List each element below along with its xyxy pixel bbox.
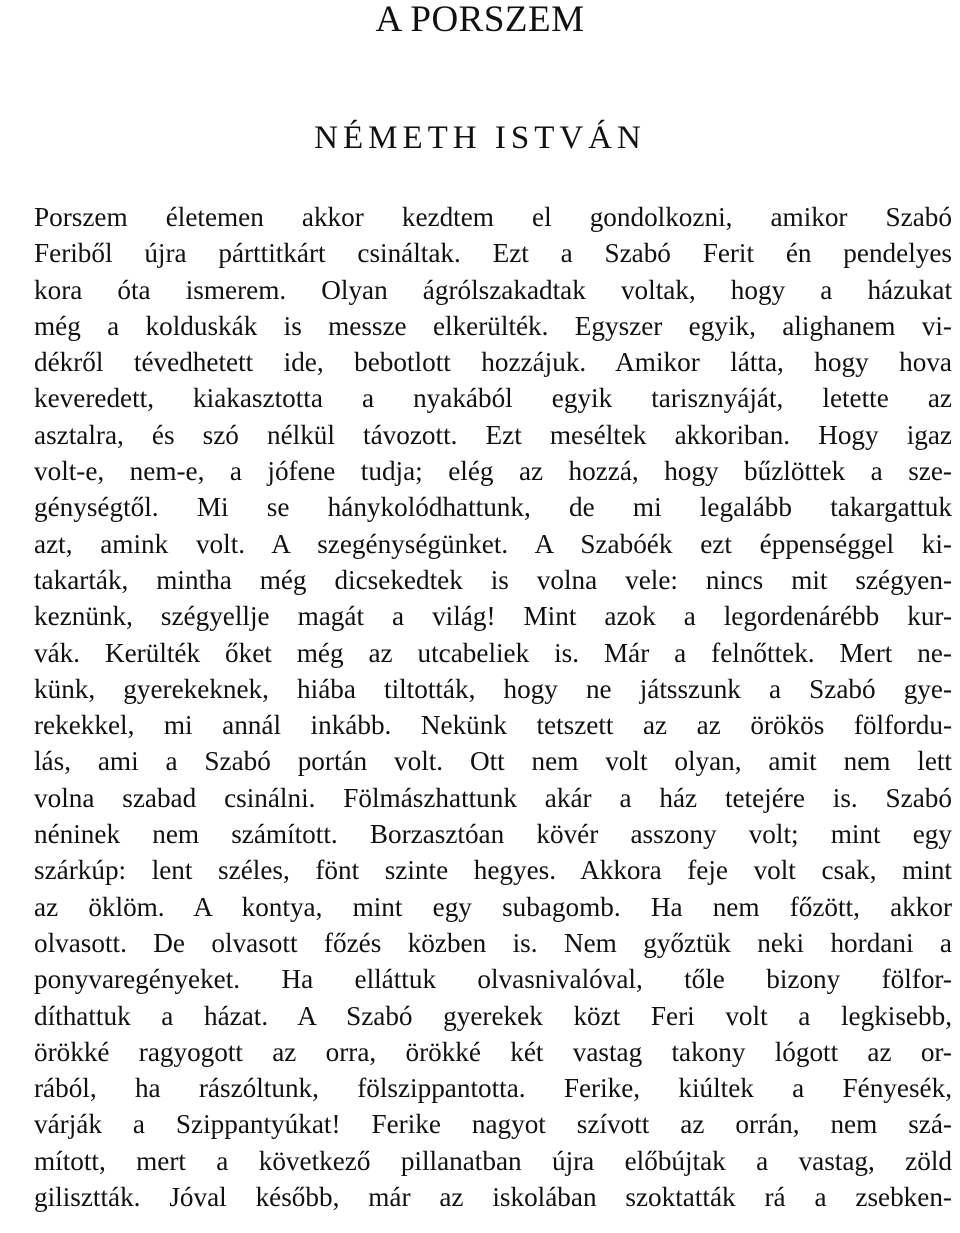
text-line: várják a Szippantyúkat! Ferike nagyot szívott az orrán, nem szá- [34, 1109, 952, 1140]
text-line: vák. Kerülték őket még az utcabeliek is. Már a felnőttek. Mert ne- [34, 637, 952, 668]
page-title: A PORSZEM [375, 0, 585, 40]
text-line: volna szabad csinálni. Fölmászhattunk akár a ház tetejére is. Szabó [34, 782, 952, 813]
text-line: génységtől. Mi se hánykolódhattunk, de mi legalább takargattuk [34, 492, 952, 523]
text-line: Feriből újra párttitkárt csináltak. Ezt a Szabó Ferit én pendelyes [34, 238, 952, 269]
text-line: takarták, mintha még dicsekedtek is volna vele: nincs mit szégyen- [34, 564, 952, 595]
text-line: rából, ha rászóltunk, fölszippantotta. Ferike, kiúltek a Fényesék, [34, 1073, 952, 1104]
text-line: gilisztták. Jóval később, már az iskolában szoktatták rá a zsebken- [34, 1182, 952, 1213]
text-line: örökké ragyogott az orra, örökké két vastag takony lógott az or- [34, 1036, 952, 1067]
text-line: még a kolduskák is messze elkerülték. Egyszer egyik, alighanem vi- [34, 310, 952, 341]
text-line: olvasott. De olvasott főzés közben is. Nem győztük neki hordani a [34, 927, 952, 958]
text-line: asztalra, és szó nélkül távozott. Ezt meséltek akkoriban. Hogy igaz [34, 419, 952, 450]
text-line: kora óta ismerem. Olyan ágrólszakadtak voltak, hogy a házukat [34, 274, 952, 305]
text-line: volt-e, nem-e, a jófene tudja; elég az hozzá, hogy bűzlöttek a sze- [34, 456, 952, 487]
text-line: díthattuk a házat. A Szabó gyerekek közt Feri volt a legkisebb, [34, 1000, 952, 1031]
text-line: dékről tévedhetett ide, bebotlott hozzájuk. Amikor látta, hogy hova [34, 347, 952, 378]
text-line: keveredett, kiakasztotta a nyakából egyik tarisznyáját, letette az [34, 383, 952, 414]
text-line: künk, gyerekeknek, hiába tiltották, hogy ne játsszunk a Szabó gye- [34, 673, 952, 704]
text-line: az öklöm. A kontya, mint egy subagomb. Ha nem főzött, akkor [34, 891, 952, 922]
text-line: azt, amink volt. A szegénységünket. A Szabóék ezt éppenséggel ki- [34, 528, 952, 559]
text-line: Porszem életemen akkor kezdtem el gondolkozni, amikor Szabó [34, 202, 952, 232]
text-line: szárkúp: lent széles, fönt szinte hegyes. Akkora feje volt csak, mint [34, 855, 952, 886]
text-line: néninek nem számított. Borzasztóan kövér asszony volt; mint egy [34, 819, 952, 850]
text-line: keznünk, szégyellje magát a világ! Mint azok a legordenárébb kur- [34, 601, 952, 632]
body-text [34, 199, 952, 1215]
author-name: NÉMETH ISTVÁN [314, 120, 646, 156]
text-line: mított, mert a következő pillanatban újra előbújtak a vastag, zöld [34, 1145, 952, 1176]
text-line: lás, ami a Szabó portán volt. Ott nem volt olyan, amit nem lett [34, 746, 952, 777]
text-line: rekekkel, mi annál inkább. Nekünk tetszett az az örökös fölfordu- [34, 710, 952, 741]
text-line: ponyvaregényeket. Ha elláttuk olvasnivalóval, tőle bizony fölfor- [34, 964, 952, 995]
